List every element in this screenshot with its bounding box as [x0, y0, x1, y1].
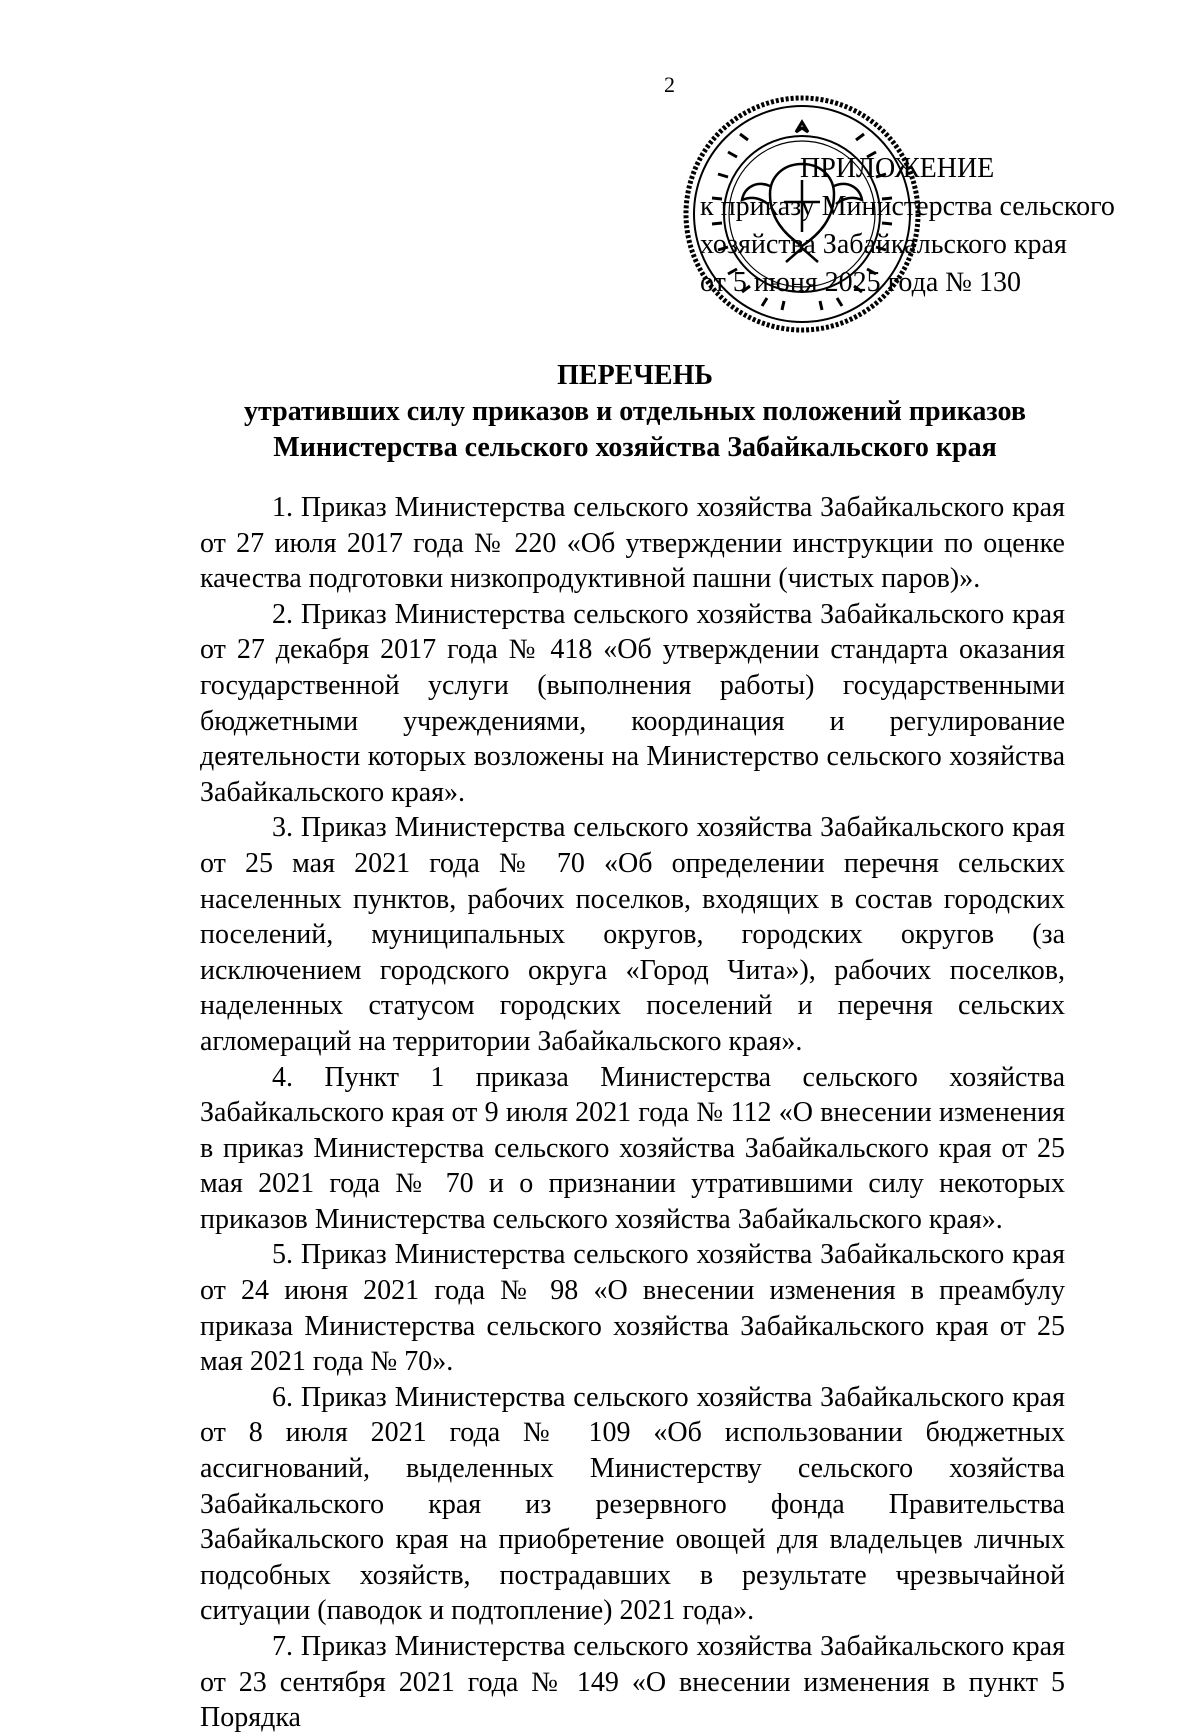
list-body: [200, 490, 1065, 1736]
list-item: 1. Приказ Министерства сельского хозяйства Забайкальского края от 27 июля 2017 года № 220 «Об утверждении инструкции по оценке качества подготовки низкопродуктивной пашни (чистых паров)».: [200, 492, 1065, 595]
appendix-label: ПРИЛОЖЕНИЕ: [800, 153, 995, 184]
list-item: 2. Приказ Министерства сельского хозяйства Забайкальского края от 27 декабря 2017 года № 418 «Об утверждении стандарта оказания государственной услуги (выполнения работы) государственными бюджетными учреждениями, координация и регулирование деятельности которых возложены на Министерство сельского хозяйства Забайкальского края».: [200, 598, 1065, 808]
title-line: Министерства сельского хозяйства Забайкальского края: [273, 432, 997, 463]
appendix-line: хозяйства Забайкальского края: [700, 229, 1067, 260]
page-number: 2: [664, 72, 675, 97]
list-item: 3. Приказ Министерства сельского хозяйства Забайкальского края от 25 мая 2021 года № 70 «Об определении перечня сельских населенных пунктов, рабочих поселков, входящих в состав городских поселений, муниципальных округов, городских округов (за исключением городского округа «Город Чита»), рабочих поселков, наделенных статусом городских поселений и перечня сельских агломераций на территории Забайкальского края».: [200, 812, 1065, 1057]
appendix-block: [700, 150, 1140, 302]
appendix-date-line: от 5 июня 2025 года № 130: [700, 267, 1022, 298]
list-item: 5. Приказ Министерства сельского хозяйства Забайкальского края от 24 июня 2021 года № 98 «О внесении изменения в преамбулу приказа Министерства сельского хозяйства Забайкальского края от 25 мая 2021 года № 70».: [200, 1239, 1065, 1378]
list-item: 7. Приказ Министерства сельского хозяйства Забайкальского края от 23 сентября 2021 года № 149 «О внесении изменения в пункт 5 Порядка: [200, 1631, 1065, 1734]
title-line: утративших силу приказов и отдельных положений приказов: [244, 396, 1026, 427]
document-title: [200, 358, 1070, 466]
appendix-line: к приказу Министерства сельского: [700, 191, 1115, 222]
list-item: 4. Пункт 1 приказа Министерства сельского хозяйства Забайкальского края от 9 июля 2021 года № 112 «О внесении изменения в приказ Министерства сельского хозяйства Забайкальского края от 25 мая 2021 года № 70 и о признании утратившими силу некоторых приказов Министерства сельского хозяйства Забайкальского края».: [200, 1061, 1065, 1235]
title-main: ПЕРЕЧЕНЬ: [557, 360, 713, 391]
list-item: 6. Приказ Министерства сельского хозяйства Забайкальского края от 8 июля 2021 года № 109 «Об использовании бюджетных ассигнований, выделенных Министерству сельского хозяйства Забайкальского края из резервного фонда Правительства Забайкальского края на приобретение овощей для владельцев личных подсобных хозяйств, пострадавших в результате чрезвычайной ситуации (паводок и подтопление) 2021 года».: [200, 1381, 1065, 1627]
